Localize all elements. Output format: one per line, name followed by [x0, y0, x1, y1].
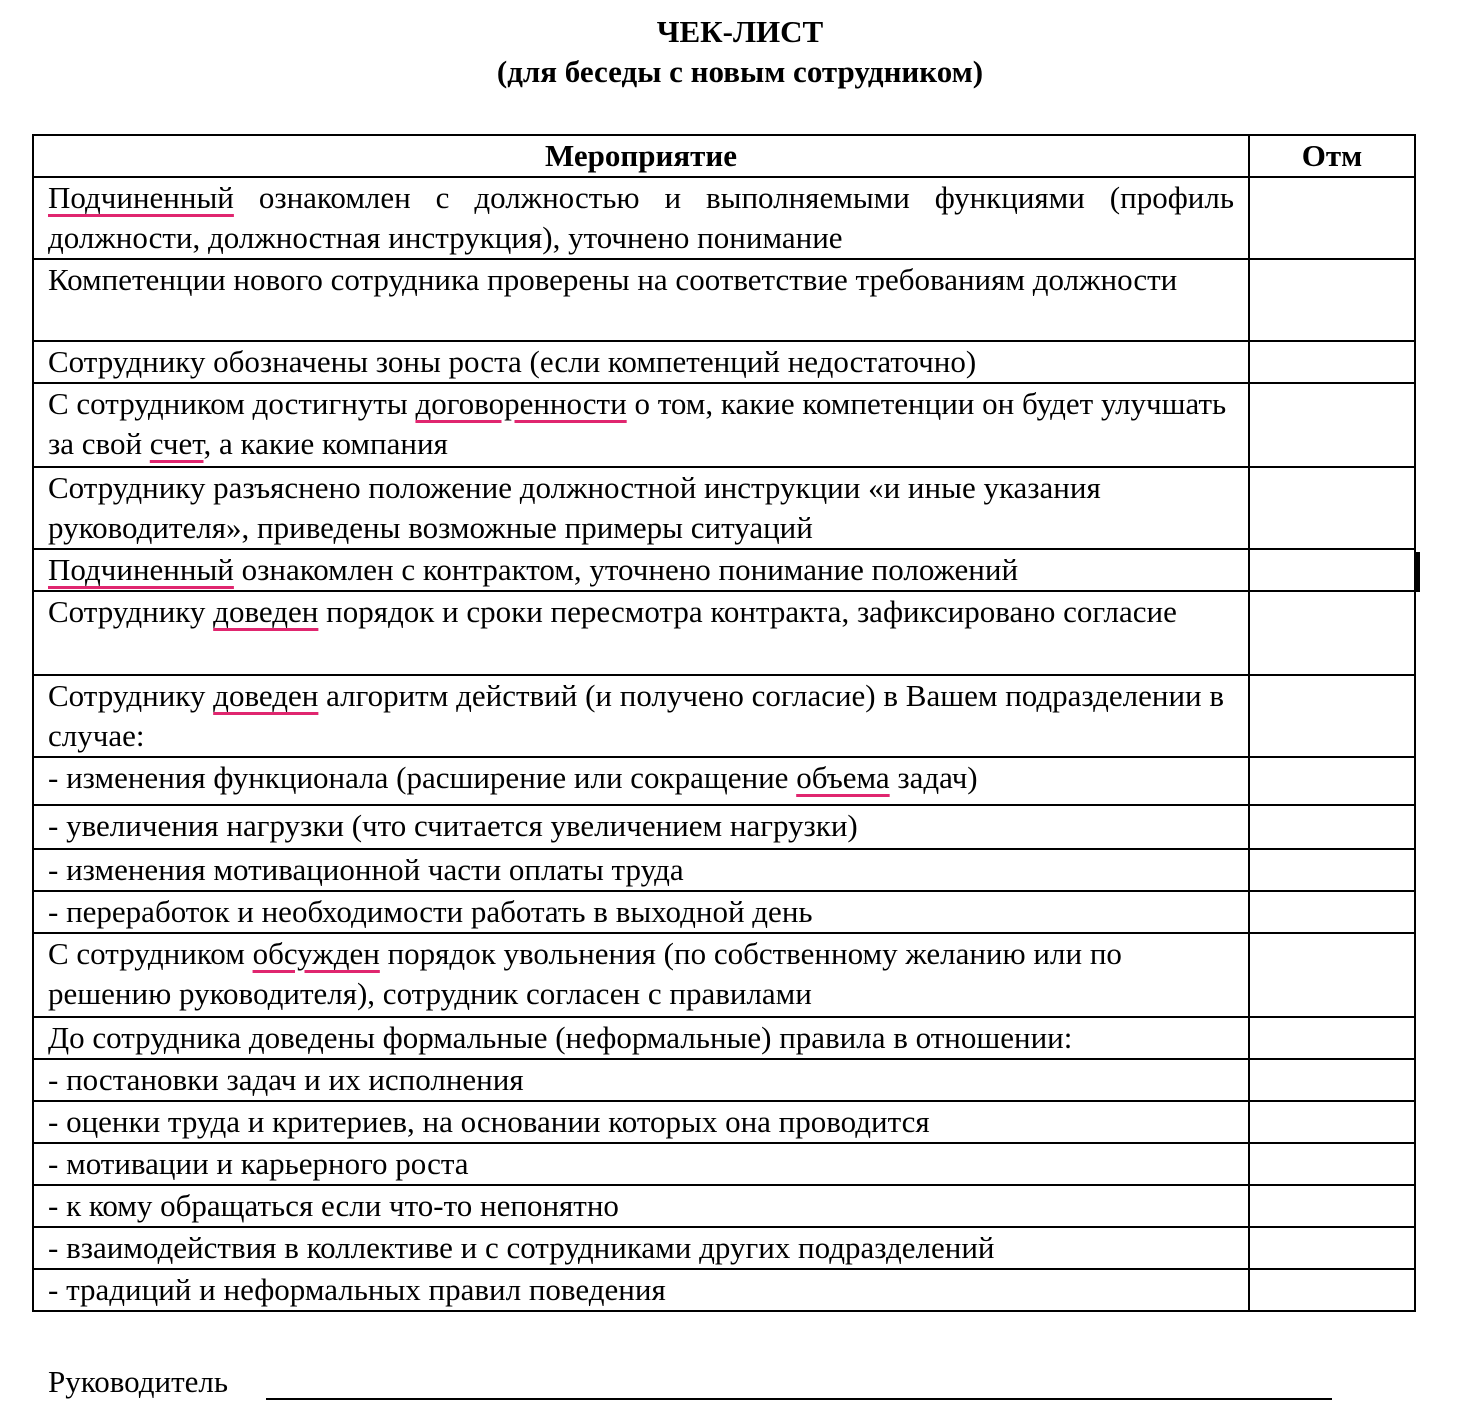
- spellcheck-word: Подчиненный: [48, 552, 234, 587]
- mark-cell[interactable]: [1249, 1101, 1415, 1143]
- activity-cell: [33, 259, 1249, 341]
- mark-cell[interactable]: [1249, 1185, 1415, 1227]
- mark-cell[interactable]: [1249, 675, 1415, 757]
- activity-text-part: ознакомлен с должностью и выполняемыми функциями (профиль должности, должностная инструкция), уточнено понимание: [48, 180, 1234, 255]
- mark-cell[interactable]: [1249, 1143, 1415, 1185]
- spellcheck-word: объема: [796, 760, 890, 795]
- activity-text: [34, 676, 1248, 756]
- table-header-row: [33, 135, 1415, 177]
- activity-cell: [33, 1227, 1249, 1269]
- checklist-table: [32, 134, 1416, 1312]
- table-row: [33, 1101, 1415, 1143]
- activity-text-part: - к кому обращаться если что-то непонятно: [48, 1188, 619, 1223]
- table-row: [33, 891, 1415, 933]
- activity-text: [34, 1228, 1248, 1268]
- table-row: [33, 1017, 1415, 1059]
- activity-text-part: ознакомлен с контрактом, уточнено понимание положений: [233, 552, 1019, 587]
- activity-cell: [33, 675, 1249, 757]
- mark-cell[interactable]: [1249, 933, 1415, 1017]
- mark-cell[interactable]: [1249, 383, 1415, 467]
- table-row: [33, 259, 1415, 341]
- activity-text-part: порядок и сроки пересмотра контракта, зафиксировано согласие: [318, 594, 1177, 629]
- activity-cell: [33, 805, 1249, 849]
- activity-text-part: С сотрудником достигнуты: [48, 386, 416, 421]
- table-row: [33, 341, 1415, 383]
- spellcheck-word: счет: [149, 426, 204, 461]
- title-subtitle: (для беседы с новым сотрудником): [496, 54, 984, 89]
- activity-text-part: Сотруднику обозначены зоны роста (если компетенций недостаточно): [48, 344, 977, 379]
- activity-text: [34, 1102, 1248, 1142]
- spellcheck-word: доведен: [213, 678, 319, 713]
- activity-text: [34, 806, 1248, 846]
- activity-cell: [33, 1143, 1249, 1185]
- activity-text-part: о том, какие компетенции он будет улучшать за свой: [48, 386, 1227, 461]
- activity-cell: [33, 591, 1249, 675]
- mark-cell[interactable]: [1249, 341, 1415, 383]
- activity-text-part: - изменения мотивационной части оплаты труда: [48, 852, 684, 887]
- activity-text: [34, 1270, 1248, 1310]
- table-row: [33, 1227, 1415, 1269]
- activity-cell: [33, 933, 1249, 1017]
- activity-text-part: - переработок и необходимости работать в выходной день: [48, 894, 813, 929]
- activity-text-part: - мотивации и карьерного роста: [48, 1146, 469, 1181]
- activity-text-part: - постановки задач и их исполнения: [48, 1062, 524, 1097]
- activity-text-part: - оценки труда и критериев, на основании которых она проводится: [48, 1104, 930, 1139]
- table-row: [33, 1185, 1415, 1227]
- mark-cell[interactable]: [1249, 1017, 1415, 1059]
- mark-cell[interactable]: [1249, 177, 1415, 259]
- table-row: [33, 805, 1415, 849]
- activity-text: [34, 1186, 1248, 1226]
- activity-text: [34, 1144, 1248, 1184]
- activity-cell: [33, 341, 1249, 383]
- activity-text: [34, 260, 1248, 300]
- signature-line[interactable]: [266, 1398, 1332, 1400]
- activity-text: [34, 892, 1248, 932]
- activity-cell: [33, 1101, 1249, 1143]
- activity-cell: [33, 1185, 1249, 1227]
- activity-text: [34, 178, 1248, 258]
- activity-text-part: порядок увольнения (по собственному желанию или по решению руководителя), сотрудник согласен с правилами: [48, 936, 1122, 1011]
- signature-label: Руководитель: [48, 1364, 229, 1399]
- activity-text-part: - изменения функционала (расширение или сокращение: [48, 760, 797, 795]
- activity-text-part: Сотруднику: [48, 678, 214, 713]
- activity-text-part: Компетенции нового сотрудника проверены на соответствие требованиям должности: [48, 262, 1178, 297]
- mark-cell[interactable]: [1249, 1269, 1415, 1311]
- table-row: [33, 467, 1415, 549]
- activity-text-part: , а какие компания: [203, 426, 448, 461]
- activity-text: [34, 850, 1248, 890]
- mark-cell[interactable]: [1249, 591, 1415, 675]
- mark-cell[interactable]: [1249, 467, 1415, 549]
- title-heading: ЧЕК-ЛИСТ: [656, 14, 824, 49]
- spellcheck-word: доведен: [213, 594, 319, 629]
- mark-cell[interactable]: [1249, 1227, 1415, 1269]
- activity-cell: [33, 549, 1249, 591]
- activity-text-part: - увеличения нагрузки (что считается увеличением нагрузки): [48, 808, 858, 843]
- activity-text: [34, 550, 1248, 590]
- mark-cell[interactable]: [1249, 549, 1415, 591]
- activity-text: [34, 468, 1248, 548]
- table-row: [33, 933, 1415, 1017]
- mark-cell[interactable]: [1249, 805, 1415, 849]
- activity-cell: [33, 1017, 1249, 1059]
- table-row: [33, 1269, 1415, 1311]
- mark-cell[interactable]: [1249, 1059, 1415, 1101]
- table-row: [33, 549, 1415, 591]
- activity-cell: [33, 1059, 1249, 1101]
- mark-cell[interactable]: [1249, 891, 1415, 933]
- table-row: [33, 177, 1415, 259]
- activity-cell: [33, 1269, 1249, 1311]
- activity-text: [34, 758, 1248, 798]
- spellcheck-word: Подчиненный: [48, 180, 234, 215]
- table-row: [33, 675, 1415, 757]
- document-title: [0, 12, 1460, 92]
- activity-text-part: Сотруднику разъяснено положение должностной инструкции «и иные указания руководителя», приведены возможные примеры ситуаций: [48, 470, 1101, 545]
- header-mark: Отм: [1249, 135, 1415, 177]
- table-row: [33, 1059, 1415, 1101]
- header-activity: Мероприятие: [33, 135, 1249, 177]
- mark-cell[interactable]: [1249, 259, 1415, 341]
- activity-text: [34, 592, 1248, 632]
- table-row: [33, 591, 1415, 675]
- table-row: [33, 849, 1415, 891]
- text-cursor: [1416, 552, 1420, 592]
- table-row: [33, 383, 1415, 467]
- table-row: [33, 757, 1415, 805]
- activity-text-part: До сотрудника доведены формальные (неформальные) правила в отношении:: [48, 1020, 1073, 1055]
- activity-text-part: алгоритм действий (и получено согласие) в Вашем подразделении в случае:: [48, 678, 1225, 753]
- mark-cell[interactable]: [1249, 849, 1415, 891]
- activity-cell: [33, 177, 1249, 259]
- activity-text-part: Сотруднику: [48, 594, 214, 629]
- activity-cell: [33, 849, 1249, 891]
- activity-text: [34, 1018, 1248, 1058]
- activity-text: [34, 342, 1248, 382]
- activity-cell: [33, 383, 1249, 467]
- activity-text-part: С сотрудником: [48, 936, 253, 971]
- spellcheck-word: обсужден: [252, 936, 380, 971]
- activity-text: [34, 1060, 1248, 1100]
- activity-text-part: задач): [889, 760, 978, 795]
- activity-cell: [33, 757, 1249, 805]
- activity-cell: [33, 467, 1249, 549]
- table-row: [33, 1143, 1415, 1185]
- spellcheck-word: договоренности: [415, 386, 627, 421]
- mark-cell[interactable]: [1249, 757, 1415, 805]
- activity-cell: [33, 891, 1249, 933]
- activity-text-part: - традиций и неформальных правил поведения: [48, 1272, 666, 1307]
- activity-text: [34, 934, 1248, 1014]
- activity-text-part: - взаимодействия в коллективе и с сотрудниками других подразделений: [48, 1230, 995, 1265]
- activity-text: [34, 384, 1248, 464]
